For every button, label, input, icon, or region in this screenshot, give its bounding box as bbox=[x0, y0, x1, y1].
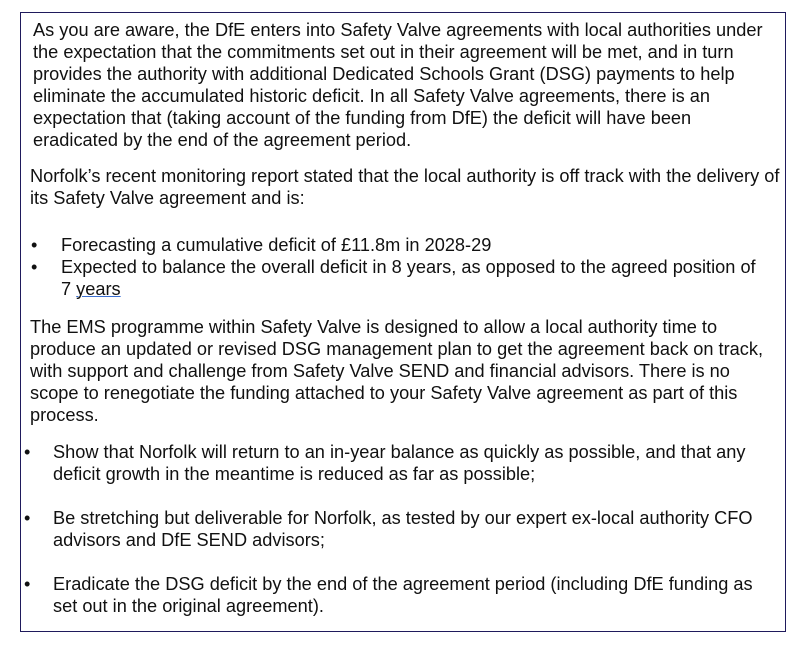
list-item-text: Be stretching but deliverable for Norfolk, as tested by our expert ex-local authority CFO advisors and DfE SEND advisors; bbox=[53, 508, 753, 550]
bullet-icon: • bbox=[24, 442, 31, 462]
list-item-text: Forecasting a cumulative deficit of £11.8m in 2028-29 bbox=[61, 235, 492, 255]
list-item-text: Show that Norfolk will return to an in-year balance as quickly as possible, and that any deficit growth in the meantime is reduced as far as possible; bbox=[53, 442, 746, 484]
list-item-text: Expected to balance the overall deficit in 8 years, as opposed to the agreed position of 7 bbox=[61, 257, 756, 299]
plan-requirements-list bbox=[21, 441, 787, 639]
ems-paragraph: The EMS programme within Safety Valve is designed to allow a local authority time to produce an updated or revised DSG management plan to get the agreement back on track, with support and challenge from Safety Valve SEND and financial advisors. There is no scope to renegotiate the funding attached to your Safety Valve agreement as part of this process. bbox=[30, 317, 763, 425]
bullet-icon: • bbox=[31, 257, 38, 277]
document-panel bbox=[20, 12, 786, 632]
spellcheck-underlined-word: years bbox=[76, 279, 121, 299]
list-item-text: Eradicate the DSG deficit by the end of the agreement period (including DfE funding as set out in the original agreement). bbox=[53, 574, 753, 616]
monitoring-paragraph: Norfolk’s recent monitoring report stated that the local authority is off track with the delivery of its Safety Valve agreement and is: bbox=[30, 166, 780, 208]
intro-paragraph: As you are aware, the DfE enters into Safety Valve agreements with local authorities under the expectation that the commitments set out in their agreement will be met, and in turn provides the authority with additional Dedicated Schools Grant (DSG) payments to help eliminate the accumulated historic deficit. In all Safety Valve agreements, there is an expectation that (taking account of the funding from DfE) the deficit will have been eradicated by the end of the agreement period. bbox=[33, 20, 763, 150]
bullet-icon: • bbox=[31, 235, 38, 255]
list-item bbox=[21, 234, 761, 256]
off-track-list bbox=[21, 234, 787, 300]
list-item bbox=[21, 507, 778, 551]
list-item bbox=[21, 573, 778, 617]
list-item bbox=[21, 256, 761, 300]
bullet-icon: • bbox=[24, 508, 31, 528]
list-item bbox=[21, 441, 778, 485]
bullet-icon: • bbox=[24, 574, 31, 594]
